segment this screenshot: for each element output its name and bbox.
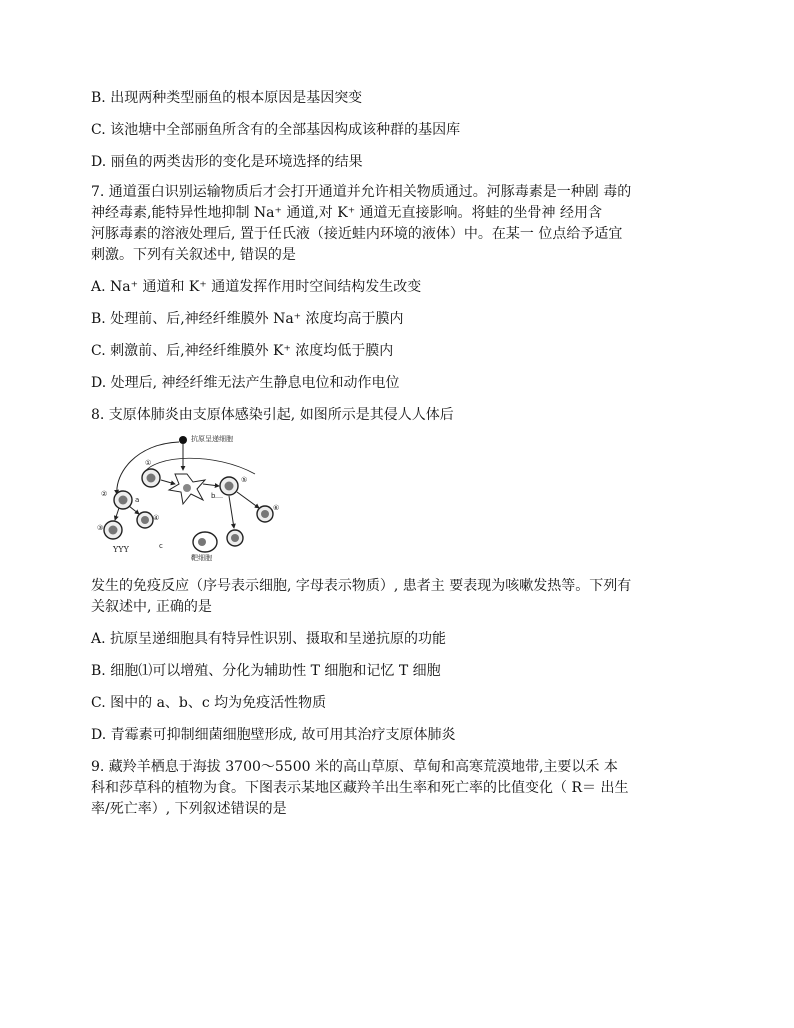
target-cell-label: 靶细胞	[191, 554, 212, 562]
q7-option-d: D. 处理后, 神经纤维无法产生静息电位和动作电位	[91, 375, 400, 391]
label-5: ⑤	[241, 476, 248, 484]
apc-label: 抗原呈递细胞	[191, 435, 233, 443]
q6-option-c: C. 该池塘中全部丽鱼所含有的全部基因构成该种群的基因库	[91, 122, 461, 138]
immune-response-diagram	[95, 434, 285, 564]
q7-option-b: B. 处理前、后,神经纤维膜外 Na⁺ 浓度均高于膜内	[91, 311, 404, 327]
label-4: ④	[153, 514, 160, 522]
q7-stem-line: 神经毒素,能特异性地抑制 Na⁺ 通道,对 K⁺ 通道无直接影响。将蛙的坐骨神 经用含	[91, 205, 602, 221]
exam-page	[91, 88, 703, 820]
label-b: b	[211, 492, 216, 500]
q7-stem-line: 7. 通道蛋白识别运输物质后才会打开通道并允许相关物质通过。河豚毒素是一种剧 毒的	[91, 184, 632, 200]
q9-stem-line: 率/死亡率）, 下列叙述错误的是	[91, 801, 287, 817]
q6-option-b: B. 出现两种类型丽鱼的根本原因是基因突变	[91, 90, 363, 106]
q8-stem-first: 8. 支原体肺炎由支原体感染引起, 如图所示是其侵人人体后	[91, 407, 454, 423]
svg-text:YYY: YYY	[113, 545, 129, 554]
svg-text:‥‥: ‥‥	[215, 493, 224, 500]
label-a: a	[135, 496, 140, 504]
label-6: ⑥	[273, 504, 280, 512]
label-3: ③	[97, 524, 104, 532]
q7-stem-line: 刺激。下列有关叙述中, 错误的是	[91, 247, 296, 263]
q8-option-b: B. 细胞⑴可以增殖、分化为辅助性 T 细胞和记忆 T 细胞	[91, 663, 441, 679]
q6-option-d: D. 丽鱼的两类齿形的变化是环境选择的结果	[91, 154, 363, 170]
q7-stem-line: 河豚毒素的溶液处理后, 置于任氏液（接近蛙内环境的液体）中。在某一 位点给予适宜	[91, 226, 623, 242]
q8-stem-line: 关叙述中, 正确的是	[91, 599, 212, 615]
q8-option-d: D. 青霉素可抑制细菌细胞壁形成, 故可用其治疗支原体肺炎	[91, 727, 456, 743]
q9-stem	[91, 757, 703, 820]
q8-option-c: C. 图中的 a、b、c 均为免疫活性物质	[91, 695, 327, 711]
q8-stem-line: 发生的免疫反应（序号表示细胞, 字母表示物质）, 患者主 要表现为咳嗽发热等。下列有	[91, 578, 632, 594]
q7-option-c: C. 刺激前、后,神经纤维膜外 K⁺ 浓度均低于膜内	[91, 343, 394, 359]
q9-stem-line: 9. 藏羚羊栖息于海拔 3700～5500 米的高山草原、草甸和高寒荒漠地带,主要以禾 本	[91, 759, 618, 775]
label-c: c	[159, 542, 163, 550]
q7-option-a: A. Na⁺ 通道和 K⁺ 通道发挥作用时空间结构发生改变	[91, 279, 422, 295]
label-2: ②	[101, 490, 108, 498]
q8-option-a: A. 抗原呈递细胞具有特异性识别、摄取和呈递抗原的功能	[91, 631, 447, 647]
antigen-dot	[179, 436, 187, 444]
q9-stem-line: 科和莎草科的植物为食。下图表示某地区藏羚羊出生率和死亡率的比值变化（ R＝ 出生	[91, 780, 629, 796]
q8-stem-cont	[91, 576, 703, 618]
q7-stem	[91, 182, 703, 266]
label-1: ①	[145, 459, 152, 467]
